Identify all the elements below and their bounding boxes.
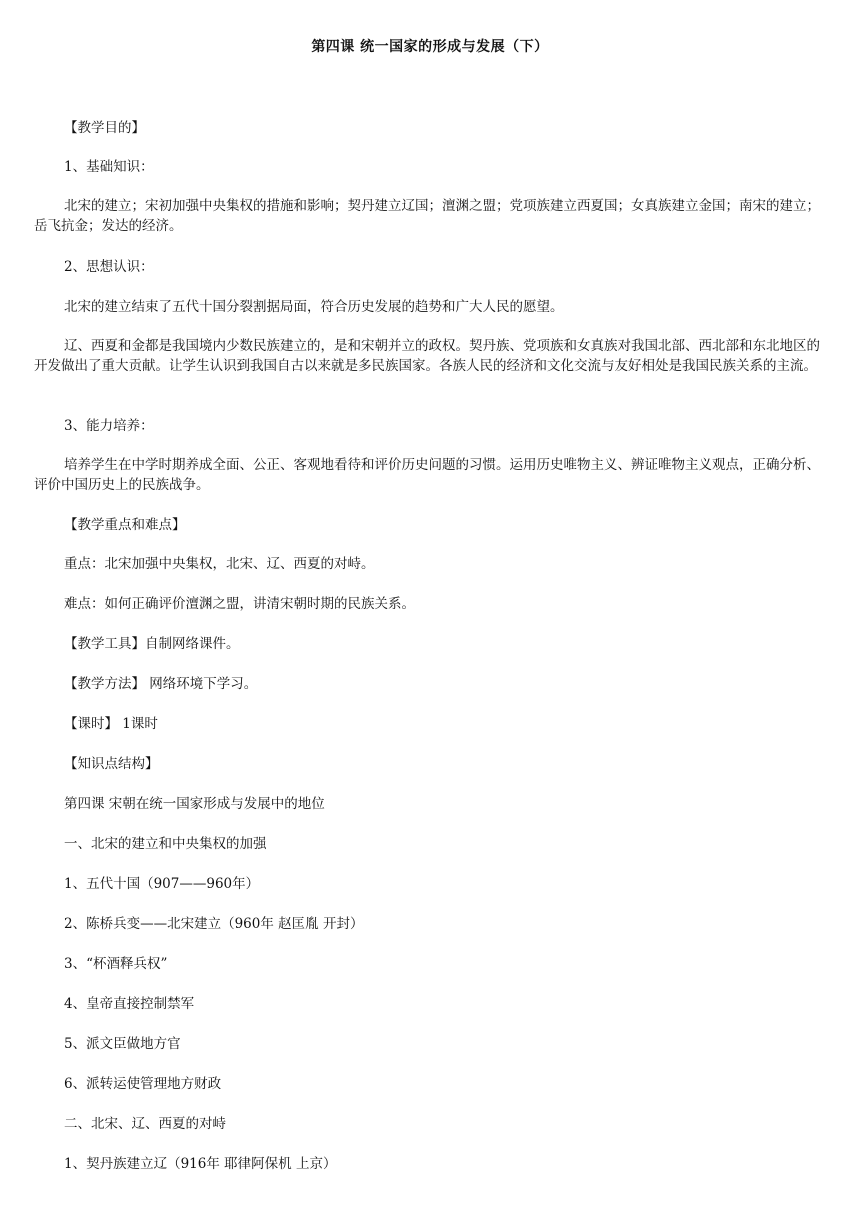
paragraph-key-point: 重点：北宋加强中央集权，北宋、辽、西夏的对峙。: [64, 556, 375, 572]
outline-item: 1、五代十国（907——960年）: [64, 876, 260, 892]
paragraph-northern-song: 北宋的建立结束了五代十国分裂割据局面，符合历史发展的趋势和广大人民的愿望。: [64, 299, 564, 315]
subheading-ability: 3、能力培养：: [64, 418, 154, 434]
outline-item: 5、派文臣做地方官: [64, 1036, 181, 1052]
paragraph-ethnic-regimes: 辽、西夏和金都是我国境内少数民族建立的，是和宋朝并立的政权。契丹族、党项族和女真族对我国北部、西北部和东北地区的开发做出了重大贡献。让学生认识到我国自古以来就是多民族国家。各族人民的经济和文化交流与友好相处是我国民族关系的主流。: [34, 338, 820, 374]
paragraph-difficult-point: 难点：如何正确评价澶渊之盟，讲清宋朝时期的民族关系。: [64, 596, 415, 612]
section-heading-structure: 【知识点结构】: [64, 756, 159, 772]
outline-section-two: 二、北宋、辽、西夏的对峙: [64, 1116, 226, 1132]
subheading-basic-knowledge: 1、基础知识：: [64, 159, 154, 175]
outline-item: 3、“杯酒释兵权”: [64, 956, 168, 972]
outline-item: 6、派转运使管理地方财政: [64, 1076, 222, 1092]
paragraph-basic-knowledge: 北宋的建立；宋初加强中央集权的措施和影响；契丹建立辽国；澶渊之盟；党项族建立西夏国；女真族建立金国；南宋的建立；岳飞抗金；发达的经济。: [34, 198, 820, 234]
subheading-thinking: 2、思想认识：: [64, 259, 154, 275]
outline-lesson-title: 第四课 宋朝在统一国家形成与发展中的地位: [64, 796, 325, 812]
document-title: 第四课 统一国家的形成与发展（下）: [311, 39, 549, 55]
paragraph-teaching-tools: 【教学工具】自制网络课件。: [64, 636, 240, 652]
outline-section-one: 一、北宋的建立和中央集权的加强: [64, 836, 267, 852]
section-heading-key-points: 【教学重点和难点】: [64, 517, 186, 533]
outline-item: 2、陈桥兵变——北宋建立（960年 赵匡胤 开封）: [64, 916, 364, 932]
outline-item: 1、契丹族建立辽（916年 耶律阿保机 上京）: [64, 1156, 337, 1172]
paragraph-class-hours: 【课时】 1课时: [64, 716, 158, 732]
outline-item: 4、皇帝直接控制禁军: [64, 996, 195, 1012]
paragraph-ability: 培养学生在中学时期养成全面、公正、客观地看待和评价历史问题的习惯。运用历史唯物主义、辨证唯物主义观点，正确分析、评价中国历史上的民族战争。: [34, 457, 820, 493]
section-heading-objectives: 【教学目的】: [64, 120, 145, 136]
paragraph-teaching-method: 【教学方法】 网络环境下学习。: [64, 676, 258, 692]
